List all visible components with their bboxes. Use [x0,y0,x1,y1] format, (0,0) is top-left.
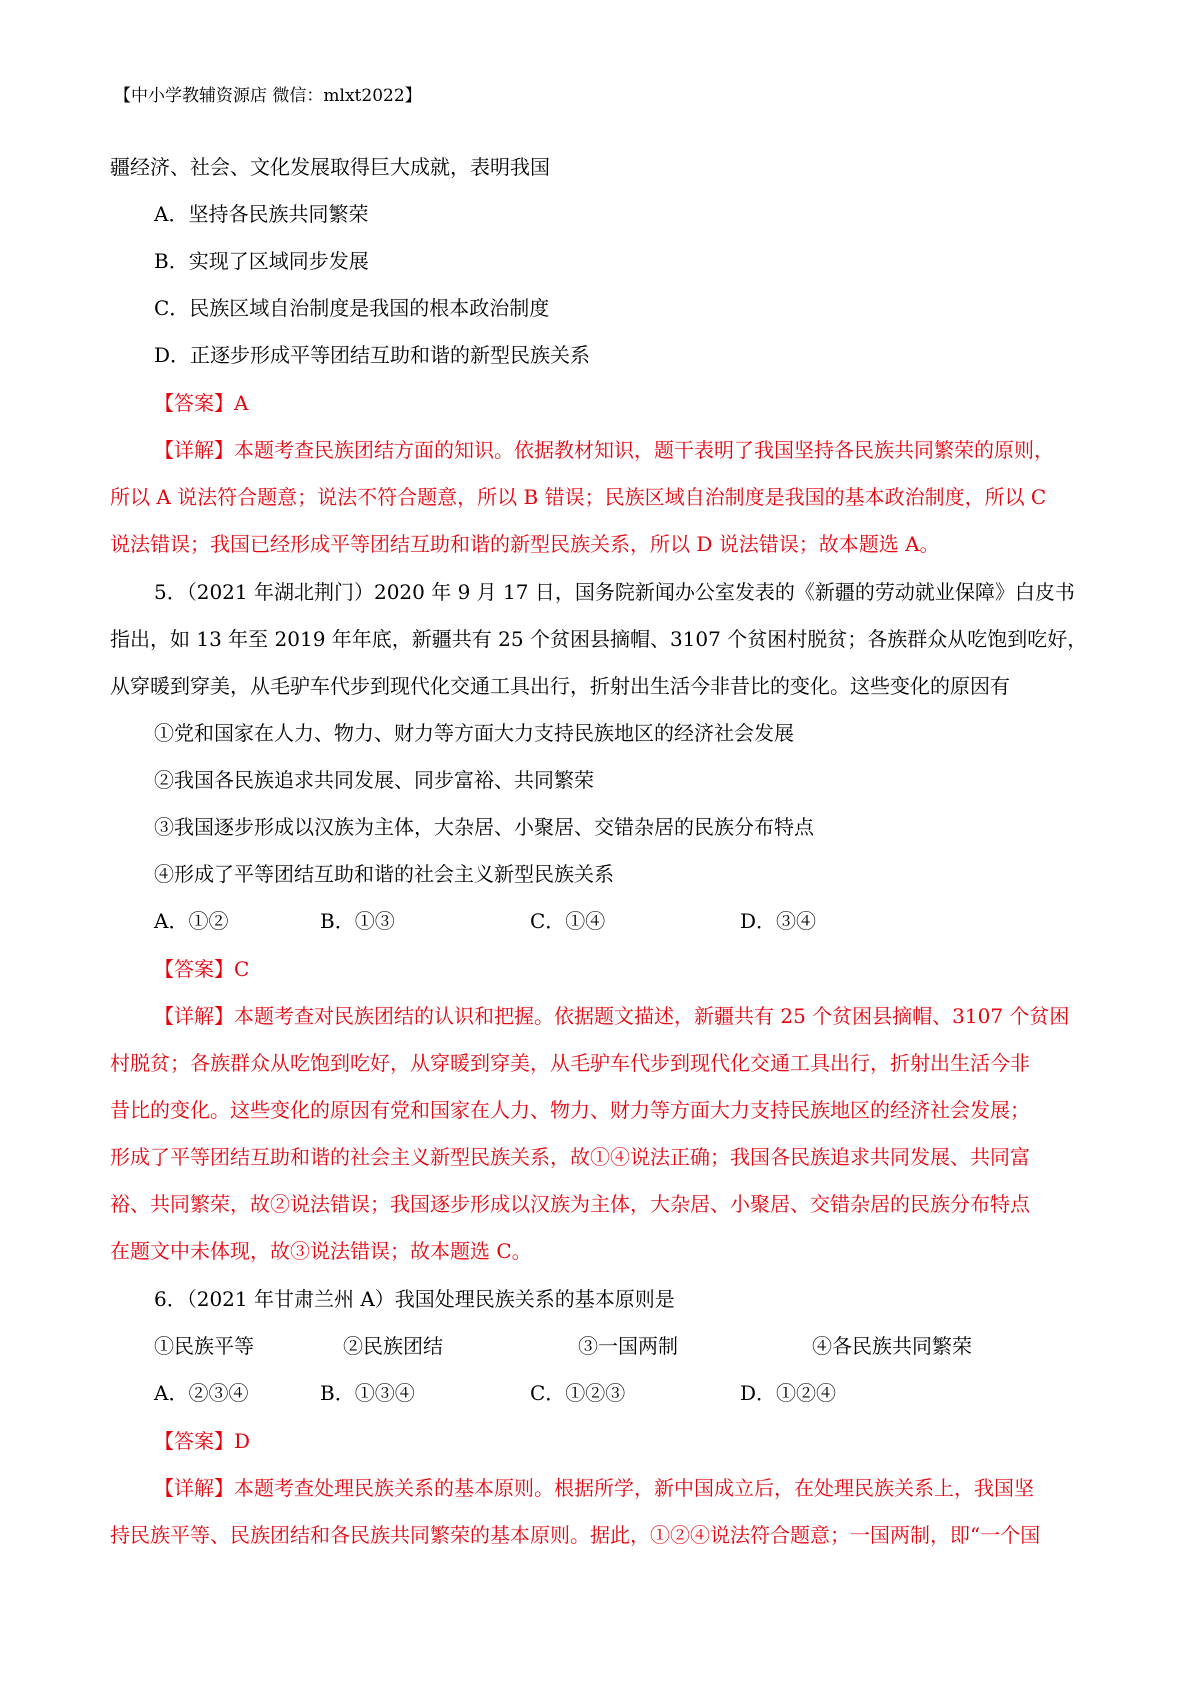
q5-explain-line-3: 昔比的变化。这些变化的原因有党和国家在人力、物力、财力等方面大力支持民族地区的经济社会发展； [110,1098,1030,1122]
q5-explain-line-5: 裕、共同繁荣，故②说法错误；我国逐步形成以汉族为主体，大杂居、小聚居、交错杂居的民族分布特点 [110,1192,1030,1216]
q6-stem: 6．（2021 年甘肃兰州 A）我国处理民族关系的基本原则是 [154,1287,675,1311]
q5-option-c: C．①④ [530,909,606,933]
q6-statement-3: ③一国两制 [578,1334,678,1358]
q6-option-d: D．①②④ [740,1381,837,1405]
q6-explain-line-2: 持民族平等、民族团结和各民族共同繁荣的基本原则。据此，①②④说法符合题意；一国两制，即“一个国 [110,1523,1041,1547]
q6-statement-2: ②民族团结 [343,1334,443,1358]
q4-explain-line-2: 所以 A 说法符合题意；说法不符合题意，所以 B 错误；民族区域自治制度是我国的基本政治制度，所以 C [110,485,1047,509]
q4-answer: 【答案】A [154,391,249,415]
q6-statement-1: ①民族平等 [154,1334,254,1358]
q5-explain-line-6: 在题文中未体现，故③说法错误；故本题选 C。 [110,1239,532,1263]
q5-stem-line-2: 指出，如 13 年至 2019 年年底，新疆共有 25 个贫困县摘帽、3107 个贫困村脱贫；各族群众从吃饱到吃好， [110,627,1088,651]
q4-explain-line-3: 说法错误；我国已经形成平等团结互助和谐的新型民族关系，所以 D 说法错误；故本题选 A。 [110,532,940,556]
q5-statement-1: ①党和国家在人力、物力、财力等方面大力支持民族地区的经济社会发展 [154,721,794,745]
q4-stem-tail: 疆经济、社会、文化发展取得巨大成就，表明我国 [110,155,550,179]
page-header: 【中小学教辅资源店 微信：mlxt2022】 [114,86,422,106]
q6-answer: 【答案】D [154,1429,251,1453]
q5-option-b: B．①③ [320,909,395,933]
q4-option-b: B．实现了区域同步发展 [154,249,369,273]
q5-statement-2: ②我国各民族追求共同发展、同步富裕、共同繁荣 [154,768,594,792]
q5-option-a: A．①② [154,909,229,933]
q4-option-d: D．正逐步形成平等团结互助和谐的新型民族关系 [154,343,591,367]
q6-explain-line-1: 【详解】本题考查处理民族关系的基本原则。根据所学，新中国成立后，在处理民族关系上，我国坚 [154,1476,1034,1500]
q6-option-b: B．①③④ [320,1381,415,1405]
q6-option-c: C．①②③ [530,1381,626,1405]
q5-stem-line-1: 5．（2021 年湖北荆门）2020 年 9 月 17 日，国务院新闻办公室发表的《新疆的劳动就业保障》白皮书 [154,580,1075,604]
q6-option-a: A．②③④ [154,1381,249,1405]
q4-option-c: C．民族区域自治制度是我国的根本政治制度 [154,296,550,320]
q6-statement-4: ④各民族共同繁荣 [812,1334,972,1358]
q5-explain-line-1: 【详解】本题考查对民族团结的认识和把握。依据题文描述，新疆共有 25 个贫困县摘帽、3107 个贫困 [154,1004,1070,1028]
q5-statement-3: ③我国逐步形成以汉族为主体，大杂居、小聚居、交错杂居的民族分布特点 [154,815,814,839]
q4-option-a: A．坚持各民族共同繁荣 [154,202,369,226]
q5-answer: 【答案】C [154,957,250,981]
q4-explain-line-1: 【详解】本题考查民族团结方面的知识。依据教材知识，题干表明了我国坚持各民族共同繁荣的原则， [154,438,1054,462]
q5-stem-line-3: 从穿暖到穿美，从毛驴车代步到现代化交通工具出行，折射出生活今非昔比的变化。这些变化的原因有 [110,674,1010,698]
q5-option-d: D．③④ [740,909,817,933]
q5-explain-line-4: 形成了平等团结互助和谐的社会主义新型民族关系，故①④说法正确；我国各民族追求共同发展、共同富 [110,1145,1030,1169]
q5-statement-4: ④形成了平等团结互助和谐的社会主义新型民族关系 [154,862,614,886]
q5-explain-line-2: 村脱贫；各族群众从吃饱到吃好，从穿暖到穿美，从毛驴车代步到现代化交通工具出行，折射出生活今非 [110,1051,1030,1075]
